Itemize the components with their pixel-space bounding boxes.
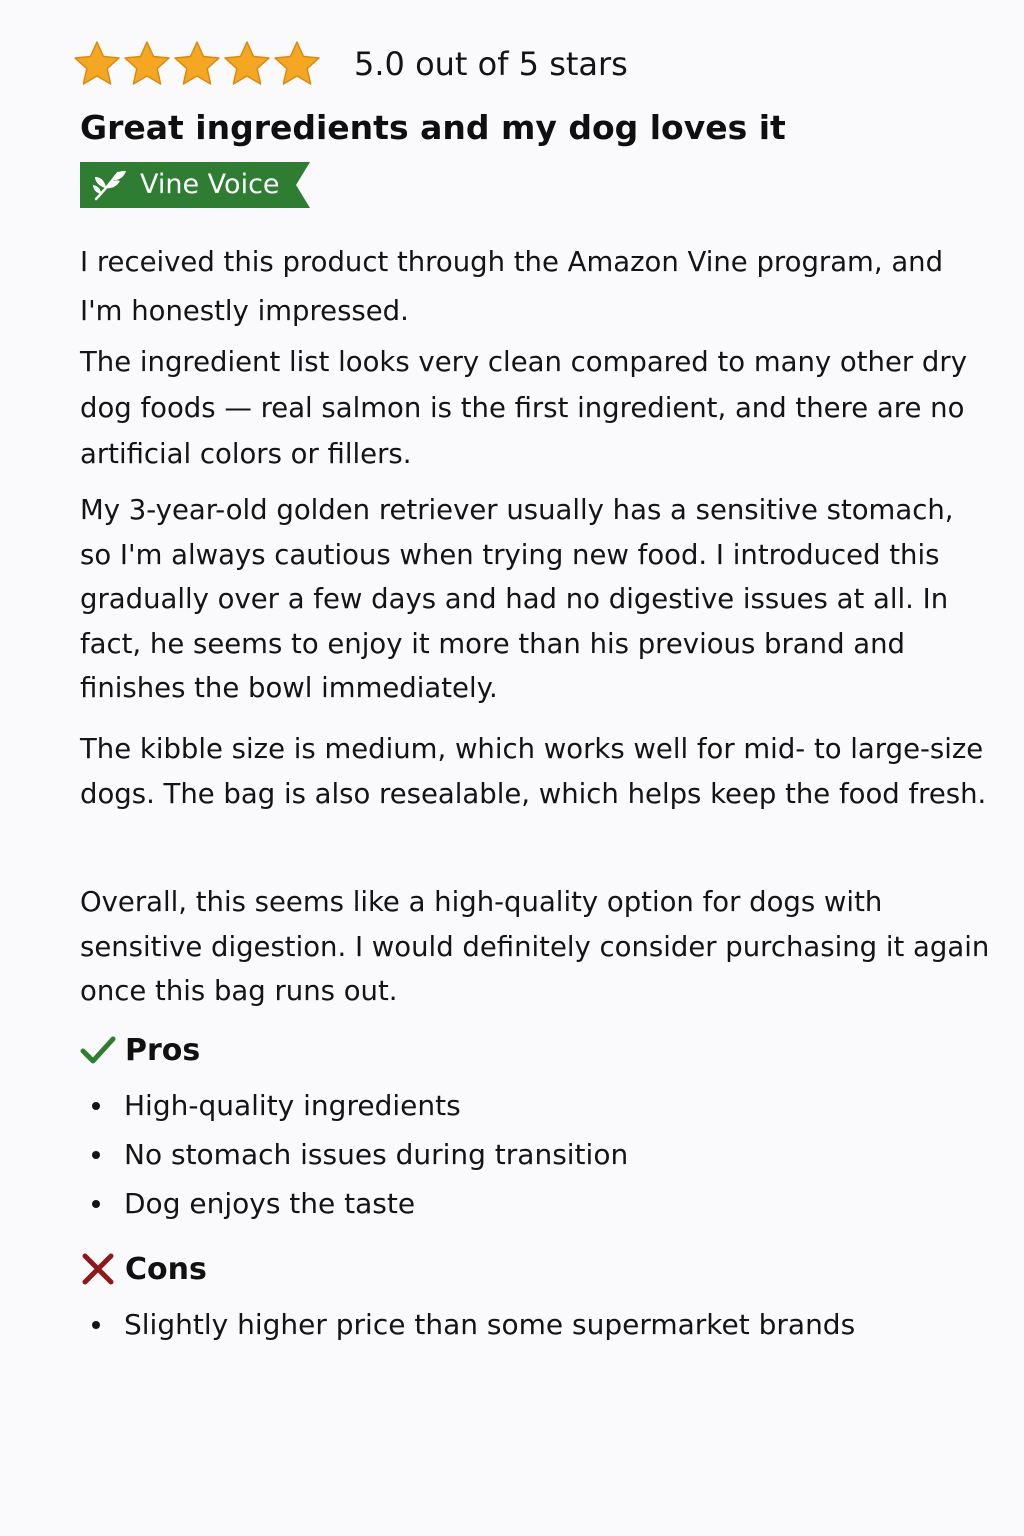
- cons-list: [92, 1300, 855, 1349]
- leaf-sprout-icon: [92, 169, 128, 201]
- rating-text: 5.0 out of 5 stars: [354, 45, 628, 83]
- review-title: Great ingredients and my dog loves it: [80, 108, 786, 147]
- cross-icon: [80, 1251, 116, 1287]
- review-paragraph: Overall, this seems like a high-quality option for dogs with sensitive digestion. I would definitely consider purchasing it again once this bag runs out.: [80, 886, 990, 1007]
- star-rating-stars: [72, 39, 322, 89]
- review-paragraph: The ingredient list looks very clean compared to many other dry dog foods — real salmon is the first ingredient, and there are no artificial colors or fillers.: [80, 346, 967, 470]
- review-paragraph: My 3-year-old golden retriever usually has a sensitive stomach, so I'm always cautious when trying new food. I introduced this gradually over a few days and had no digestive issues at all. In fact, he seems to enjoy it more than his previous brand and finishes the bowl immediately.: [80, 494, 954, 704]
- star-icon: [222, 39, 272, 89]
- star-icon: [172, 39, 222, 89]
- list-item: High-quality ingredients: [92, 1081, 628, 1130]
- cons-heading-label: Cons: [125, 1251, 207, 1287]
- pros-list: [92, 1081, 628, 1228]
- badge-label: Vine Voice: [140, 169, 280, 200]
- star-icon: [72, 39, 122, 89]
- star-rating: [72, 38, 628, 90]
- check-icon: [80, 1032, 116, 1068]
- list-item: No stomach issues during transition: [92, 1130, 628, 1179]
- star-icon: [122, 39, 172, 89]
- review-paragraph: The kibble size is medium, which works well for mid- to large-size dogs. The bag is also resealable, which helps keep the food fresh.: [80, 733, 987, 810]
- list-item: Dog enjoys the taste: [92, 1179, 628, 1228]
- star-icon: [272, 39, 322, 89]
- vine-voice-badge: [80, 162, 310, 208]
- pros-heading-label: Pros: [125, 1032, 201, 1068]
- list-item: Slightly higher price than some supermarket brands: [92, 1300, 855, 1349]
- cons-heading: [80, 1251, 207, 1287]
- pros-heading: [80, 1032, 200, 1068]
- review-paragraph: I received this product through the Amazon Vine program, and I'm honestly impressed.: [80, 246, 944, 327]
